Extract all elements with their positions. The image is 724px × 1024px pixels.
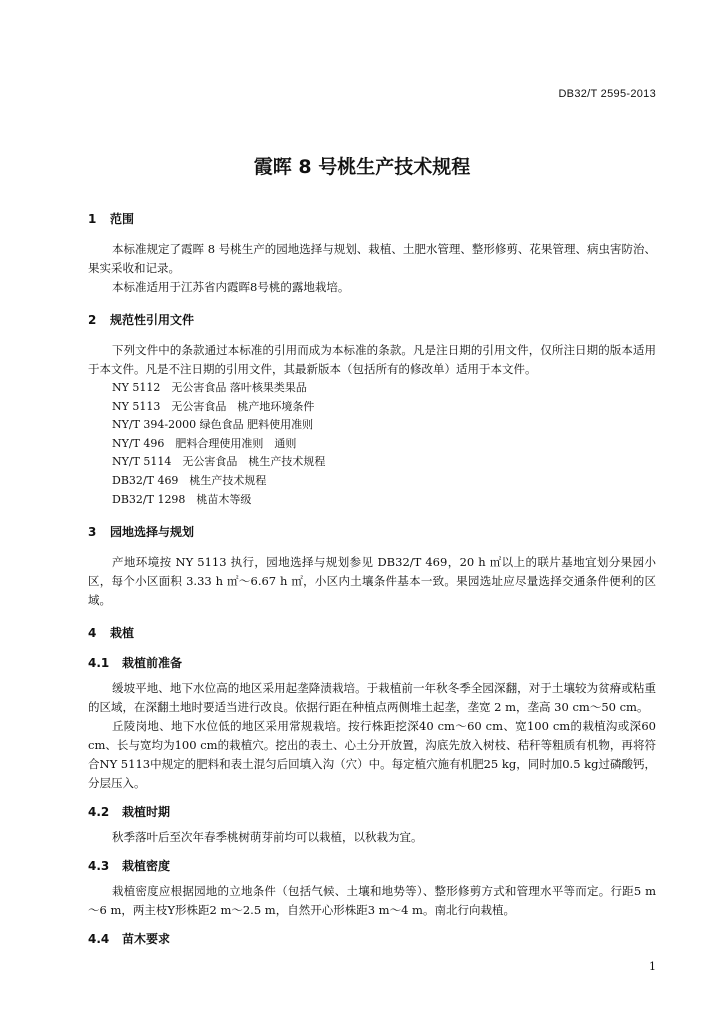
paragraph: 下列文件中的条款通过本标准的引用而成为本标准的条款。凡是注日期的引用文件，仅所注日期的版本适用于本文件。凡是不注日期的引用文件，其最新版本（包括所有的修改单）适用于本文件。 bbox=[88, 343, 656, 376]
subsection-heading: 4.3 栽植密度 bbox=[88, 859, 171, 874]
reference-item: DB32/T 1298 桃苗木等级 bbox=[112, 492, 252, 506]
subsection-heading: 4.1 栽植前准备 bbox=[88, 656, 183, 671]
standard-number: DB32/T 2595-2013 bbox=[558, 88, 656, 100]
paragraph: 秋季落叶后至次年春季桃树萌芽前均可以栽植，以秋栽为宜。 bbox=[112, 830, 423, 845]
paragraph: 本标准规定了霞晖 8 号桃生产的园地选择与规划、栽植、土肥水管理、整形修剪、花果管理、病虫害防治、果实采收和记录。 bbox=[88, 242, 656, 275]
reference-item: NY 5112 无公害食品 落叶核果类果品 bbox=[112, 381, 307, 394]
subsection-heading: 4.4 苗木要求 bbox=[88, 932, 171, 947]
subsection-planting-density bbox=[88, 857, 656, 920]
section-normative-references bbox=[88, 311, 656, 509]
subsection-preparation bbox=[88, 654, 656, 793]
section-scope bbox=[88, 210, 656, 297]
paragraph: 栽植密度应根据园地的立地条件（包括气候、土壤和地势等）、整形修剪方式和管理水平等而定。行距5 m～6 m，两主枝Y形株距2 m～2.5 m，自然开心形株距3 m～4 m。南北行向栽植。 bbox=[88, 884, 656, 918]
subsection-planting-time bbox=[88, 803, 656, 847]
reference-item: NY/T 5114 无公害食品 桃生产技术规程 bbox=[112, 455, 326, 469]
reference-item: DB32/T 469 桃生产技术规程 bbox=[112, 473, 267, 487]
paragraph: 本标准适用于江苏省内霞晖8号桃的露地栽培。 bbox=[112, 280, 350, 294]
subsection-heading: 4.2 栽植时期 bbox=[88, 805, 171, 820]
paragraph: 丘陵岗地、地下水位低的地区采用常规栽培。按行株距挖深40 cm～60 cm、宽100 cm的栽植沟或深60 cm、长与宽均为100 cm的栽植穴。挖出的表土、心土分开放置，沟底先放入树枝、秸秆等粗质有机物，再将符合NY 5113中规定的肥料和表土混匀后回填入沟（穴）中。每定植穴施有机肥25 kg，同时加0.5 kg过磷酸钙，分层压入。 bbox=[88, 719, 656, 791]
section-heading: 3 园地选择与规划 bbox=[88, 525, 195, 540]
document-body bbox=[88, 210, 656, 963]
page-title: 霞晖 8 号桃生产技术规程 bbox=[253, 156, 471, 178]
reference-item: NY/T 394-2000 绿色食品 肥料使用准则 bbox=[112, 418, 314, 432]
section-heading: 1 范围 bbox=[88, 212, 135, 226]
subsection-seedling-requirements bbox=[88, 930, 656, 949]
page-number: 1 bbox=[649, 960, 656, 973]
paragraph: 产地环境按 NY 5113 执行，园地选择与规划参见 DB32/T 469，20 h ㎡以上的联片基地宜划分果园小区，每个小区面积 3.33 h ㎡～6.67 h ㎡，小区内土壤条件基本一致。果园选址应尽量选择交通条件便利的区域。 bbox=[88, 555, 656, 608]
section-heading: 2 规范性引用文件 bbox=[88, 313, 195, 327]
reference-item: NY 5113 无公害食品 桃产地环境条件 bbox=[112, 399, 315, 413]
section-heading: 4 栽植 bbox=[88, 626, 135, 641]
section-planting bbox=[88, 624, 656, 643]
reference-item: NY/T 496 肥料合理使用准则 通则 bbox=[112, 436, 297, 450]
paragraph: 缓坡平地、地下水位高的地区采用起垄降渍栽培。于栽植前一年秋冬季全园深翻，对于土壤较为贫瘠或粘重的区域，在深翻土地时要适当进行改良。依据行距在种植点两侧堆土起垄，垄宽 2 m，垄高 30 cm～50 cm。 bbox=[88, 681, 656, 715]
section-site-selection bbox=[88, 523, 656, 610]
